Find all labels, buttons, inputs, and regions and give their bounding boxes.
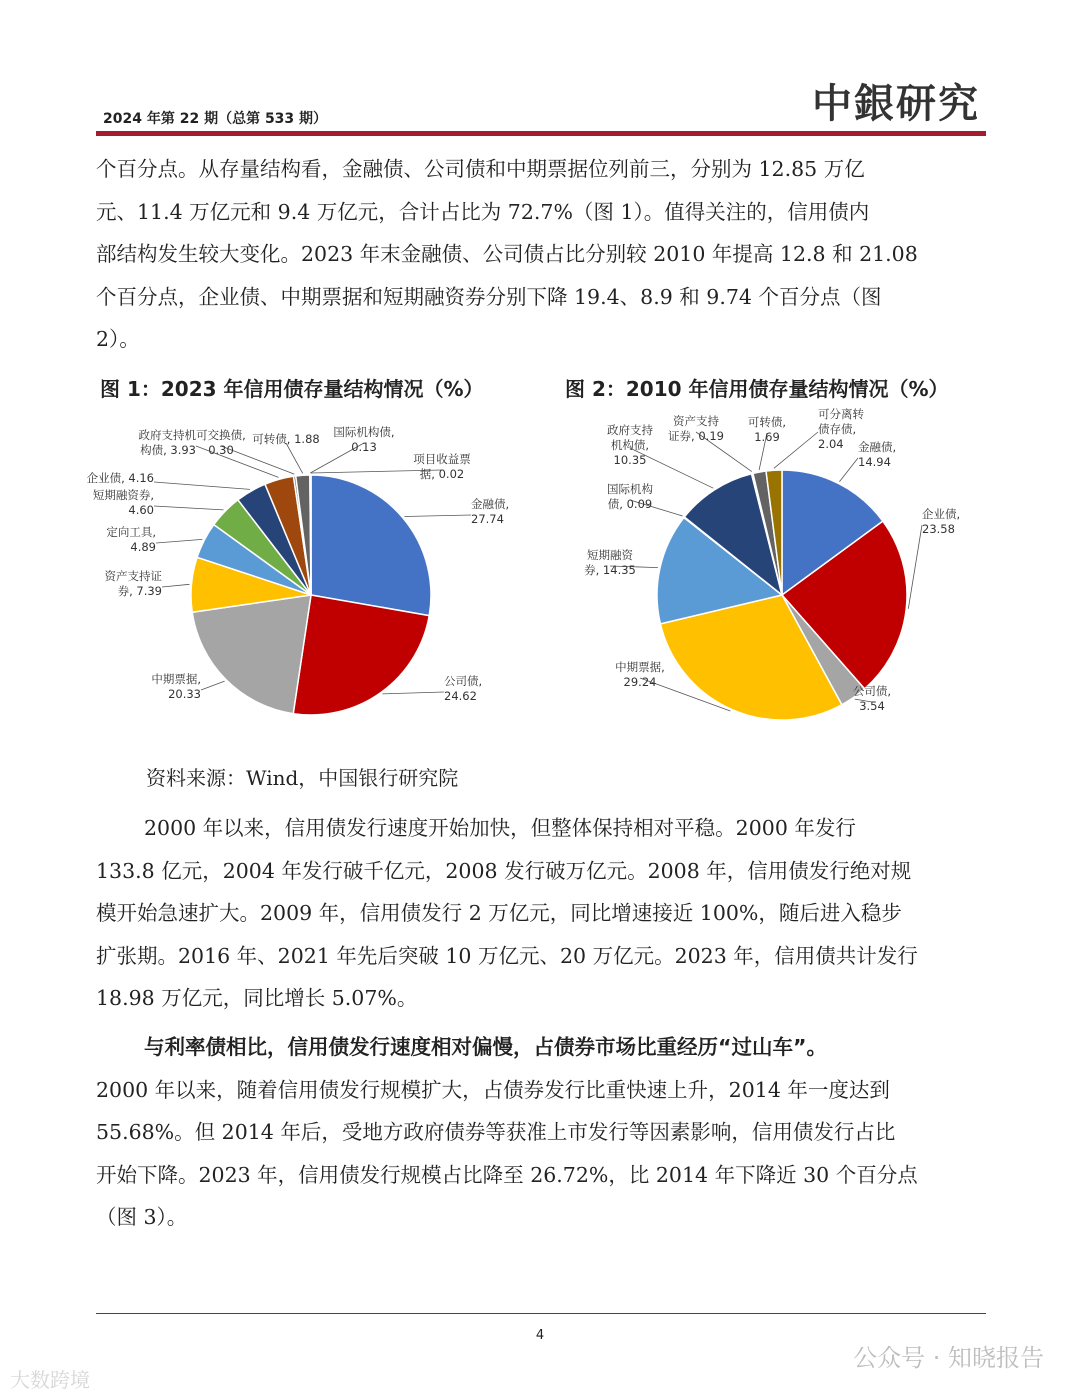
slice-label: 可转债, 1.88 [252,432,320,446]
slice-label: 中期票据, 29.24 [615,660,665,689]
text-line: 55.68%。但 2014 年后，受地方政府债券等获准上市发行等因素影响，信用债发行占比 [96,1120,896,1144]
text-line: 个百分点，企业债、中期票据和短期融资券分别下降 19.4、8.9 和 9.74 个百分点（图 [96,284,882,309]
leader-line [156,539,202,543]
slice-label: 定向工具, 4.89 [106,525,156,554]
text-line: 个百分点。从存量结构看，金融债、公司债和中期票据位列前三，分别为 12.85 万亿 [96,157,865,181]
slice-label: 国际机构债, 0.09 [607,482,653,511]
leader-line [404,515,471,517]
watermark-wechat: 公众号 · 知晓报告 [853,1344,1044,1372]
leader-line [201,681,225,690]
pie-chart-2010 [560,407,986,740]
text-line: 元、11.4 万亿元和 9.4 万亿元，合计占比为 72.7%（图 1）。值得关注的，信用债内 [96,199,870,224]
leader-line [154,506,224,510]
bold-lead-sentence: 与利率债相比，信用债发行速度相对偏慢，占债券市场比重经历“过山车”。 [144,1035,827,1059]
leader-line [286,443,303,473]
leader-line [908,525,922,609]
slice-label: 资产支持证券, 7.39 [104,569,162,598]
leader-line [154,482,250,489]
leader-line [382,692,444,694]
slice-label: 金融债, 27.74 [471,497,510,526]
text-line: 2）。 [96,327,140,351]
watermark-left: 大数跨境 [10,1368,90,1392]
pie-slice-2 [192,595,311,714]
source-note: 资料来源：Wind，中国银行研究院 [146,766,459,790]
text-line: （图 3）。 [96,1205,188,1229]
brand-logo: 中銀研究 [812,80,980,127]
slice-label: 企业债, 23.58 [922,507,961,536]
slice-label: 可交换债, 0.30 [196,428,246,457]
slice-label: 政府支持机构债, 10.35 [607,423,653,467]
text-line: 开始下降。2023 年，信用债发行规模占比降至 26.72%，比 2014 年下降近 30 个百分点 [96,1162,918,1187]
figure2-title: 图 2：2010 年信用债存量结构情况（%） [565,377,949,401]
page-number: 4 [535,1328,545,1343]
slice-label: 短期融资券, 4.60 [92,488,154,517]
slice-label: 短期融资券, 14.35 [584,548,636,577]
text-line: 2000 年以来，随着信用债发行规模扩大，占债券发行比重快速上升，2014 年一度达到 [96,1077,890,1102]
pie-chart-2023 [86,410,536,740]
text-line: 扩张期。2016 年、2021 年先后突破 10 万亿元、20 万亿元。2023 年，信用债共计发行 [96,943,918,968]
slice-label: 资产支持证券, 0.19 [668,414,724,443]
slice-label: 可分离转债存债, 2.04 [818,407,864,451]
leader-line [774,432,818,468]
slice-label: 企业债, 4.16 [86,471,154,485]
header-divider [96,131,986,136]
paragraph-market-share [96,1026,986,1239]
pie-slice-0 [311,475,431,616]
paragraph-storage-structure [96,148,986,361]
paragraph-issuance-growth [96,807,986,1020]
text-line: 模开始急速扩大。2009 年，信用债发行 2 万亿元，同比增速接近 100%，随后进入稳步 [96,901,902,925]
slice-label: 政府支持机构债, 3.93 [138,428,196,457]
slice-label: 金融债, 14.94 [858,440,897,469]
slice-label: 国际机构债, 0.13 [333,425,395,454]
slice-label: 公司债, 24.62 [444,674,483,703]
text-line: 2000 年以来，信用债发行速度开始加快，但整体保持相对平稳。2000 年发行 [144,816,856,840]
text-line: 18.98 万亿元，同比增长 5.07%。 [96,986,418,1010]
text-line: 部结构发生较大变化。2023 年末金融债、公司债占比分别较 2010 年提高 12.8 和 21.08 [96,242,918,266]
slice-label: 中期票据, 20.33 [151,672,201,701]
issue-label: 2024 年第 22 期（总第 533 期） [103,111,328,127]
slice-label: 项目收益票据, 0.02 [413,452,471,481]
footer-divider [96,1313,986,1314]
slice-label: 可转债, 1.69 [747,415,787,444]
pie-slice-1 [293,595,429,715]
leader-line [162,584,190,587]
figure1-title: 图 1：2023 年信用债存量结构情况（%） [100,377,484,401]
leader-line [839,458,858,482]
text-line: 133.8 亿元，2004 年发行破千亿元，2008 发行破万亿元。2008 年，信用债发行绝对规 [96,858,912,883]
slice-label: 公司债, 3.54 [852,684,892,713]
